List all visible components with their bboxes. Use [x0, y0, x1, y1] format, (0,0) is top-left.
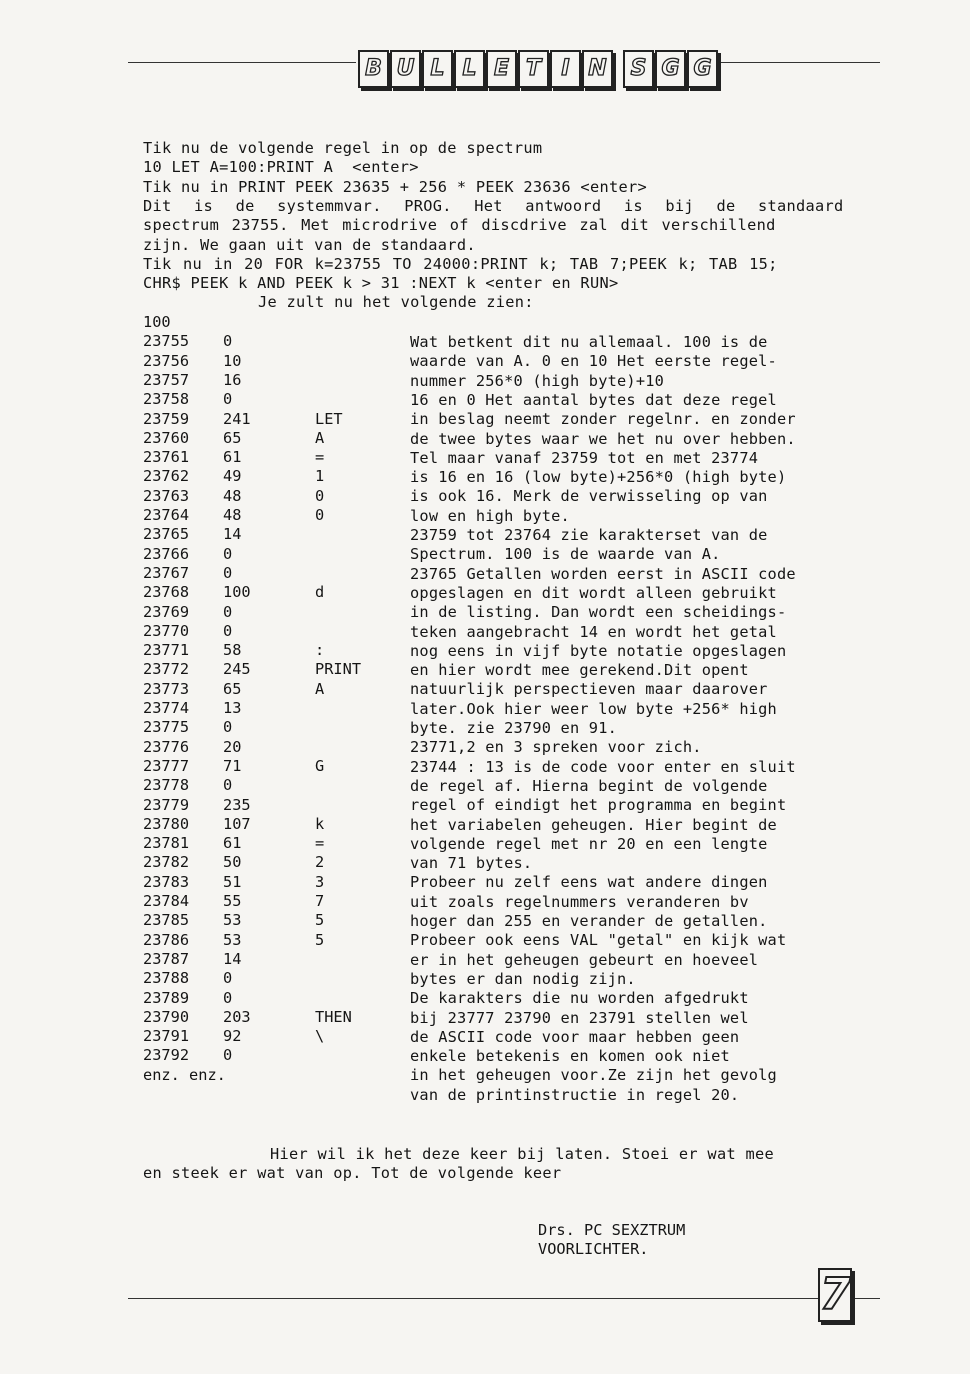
- listing-address: 23790: [143, 1007, 190, 1026]
- listing-char: =: [315, 834, 325, 853]
- commentary-line: waarde van A. 0 en 10 Het eerste regel-: [410, 352, 777, 371]
- listing-value: 0: [223, 718, 233, 737]
- commentary-line: van de printinstructie in regel 20.: [410, 1085, 740, 1104]
- listing-address: 23772: [143, 660, 190, 679]
- listing-value: 235: [223, 795, 251, 814]
- listing-value: 55: [223, 892, 242, 910]
- commentary-line: hoger dan 255 en verander de getallen.: [410, 912, 768, 930]
- commentary-line: de ASCII code voor maar hebben geen: [410, 1027, 740, 1046]
- listing-address: 23764: [143, 506, 190, 524]
- commentary-line: bij 23777 23790 en 23791 stellen wel: [410, 1008, 749, 1027]
- listing-char: G: [315, 756, 325, 775]
- header-rule-left: [128, 62, 356, 63]
- listing-address: 23781: [143, 834, 190, 853]
- listing-char: 7: [315, 892, 325, 910]
- listing-address: 23755: [143, 332, 190, 351]
- listing-address: 23767: [143, 563, 190, 582]
- listing-address: 23779: [143, 795, 190, 814]
- signature-title: VOORLICHTER.: [538, 1240, 649, 1258]
- listing-char: =: [315, 448, 325, 467]
- listing-char: 2: [315, 853, 325, 872]
- listing-value: 107: [223, 814, 251, 833]
- listing-char: A: [315, 679, 325, 698]
- intro-line: 10 LET A=100:PRINT A <enter>: [143, 158, 419, 177]
- commentary-line: het variabelen geheugen. Hier begint de: [410, 815, 777, 834]
- commentary-line: en hier wordt mee gerekend.Dit opent: [410, 661, 749, 680]
- intro-line: CHR$ PEEK k AND PEEK k > 31 :NEXT k <enter en RUN>: [143, 274, 619, 293]
- listing-value: 48: [223, 486, 242, 505]
- masthead-letter: N: [582, 50, 613, 88]
- listing-value: 14: [223, 525, 242, 544]
- commentary-line: is 16 en 16 (low byte)+256*0 (high byte): [410, 468, 787, 487]
- commentary-line: later.Ook hier weer low byte +256* high: [410, 699, 777, 718]
- listing-value: 0: [223, 544, 233, 563]
- listing-address: 23776: [143, 737, 190, 756]
- listing-address: 23761: [143, 448, 190, 467]
- listing-char: 5: [315, 911, 325, 930]
- listing-value: 0: [223, 776, 233, 795]
- listing-value: 14: [223, 949, 242, 968]
- listing-address: 23788: [143, 969, 190, 988]
- masthead-letter: G: [655, 50, 686, 88]
- listing-address: 23784: [143, 892, 190, 910]
- commentary-line: in de listing. Dan wordt een scheidings-: [410, 603, 787, 622]
- listing-char: :: [315, 641, 325, 660]
- listing-value: 0: [223, 563, 233, 582]
- listing-address: 23769: [143, 602, 190, 621]
- signature: Drs. PC SEXZTRUM: [538, 1221, 686, 1239]
- listing-address: 23780: [143, 814, 190, 833]
- listing-value: 50: [223, 853, 242, 872]
- commentary-line: nog eens in vijf byte notatie opgeslagen: [410, 641, 787, 660]
- listing-value: 245: [223, 660, 251, 679]
- footer-rule: [128, 1298, 818, 1299]
- commentary-line: De karakters die nu worden afgedrukt: [410, 989, 749, 1008]
- intro-line: Tik nu in PRINT PEEK 23635 + 256 * PEEK 23636 <enter>: [143, 177, 648, 196]
- commentary-line: enkele betekenis en komen ook niet: [410, 1047, 730, 1066]
- intro-line: zijn. We gaan uit van de standaard.: [143, 235, 476, 254]
- commentary-line: bytes er dan nodig zijn.: [410, 969, 636, 988]
- listing-value: 71: [223, 756, 242, 775]
- commentary-line: natuurlijk perspectieven maar daarover: [410, 680, 768, 699]
- masthead-letter: G: [687, 50, 718, 88]
- listing-address: 23786: [143, 930, 190, 949]
- listing-start: 100: [143, 313, 171, 331]
- commentary-line: volgende regel met nr 20 en een lengte: [410, 834, 768, 853]
- listing-value: 51: [223, 872, 242, 891]
- listing-address: 23778: [143, 776, 190, 795]
- masthead-logo: [358, 50, 718, 90]
- masthead-letter: L: [454, 50, 485, 88]
- listing-address: 23785: [143, 911, 190, 930]
- commentary-line: 23765 Getallen worden eerst in ASCII code: [410, 564, 796, 583]
- listing-value: 49: [223, 467, 242, 486]
- listing-value: 61: [223, 448, 242, 467]
- listing-char: PRINT: [315, 660, 362, 679]
- listing-value: 48: [223, 506, 242, 524]
- commentary-line: byte. zie 23790 en 91.: [410, 719, 618, 737]
- listing-address: 23783: [143, 872, 190, 891]
- listing-char: A: [315, 428, 325, 447]
- commentary-line: Tel maar vanaf 23759 tot en met 23774: [410, 448, 759, 467]
- listing-value: 92: [223, 1027, 242, 1046]
- commentary-line: er in het geheugen gebeurt en hoeveel: [410, 950, 759, 969]
- listing-address: 23770: [143, 621, 190, 640]
- listing-address: 23789: [143, 988, 190, 1007]
- listing-address: 23757: [143, 370, 190, 389]
- commentary-line: 16 en 0 Het aantal bytes dat deze regel: [410, 390, 777, 409]
- masthead-letter: E: [486, 50, 517, 88]
- commentary-line: Wat betkent dit nu allemaal. 100 is de: [410, 333, 768, 351]
- listing-address: 23762: [143, 467, 190, 486]
- listing-address: 23756: [143, 351, 190, 370]
- listing-char: 0: [315, 486, 325, 505]
- listing-address: 23766: [143, 544, 190, 563]
- listing-value: 203: [223, 1007, 251, 1026]
- intro-line: spectrum 23755. Met microdrive of discdrive zal dit verschillend: [143, 216, 776, 235]
- masthead-letter: L: [422, 50, 453, 88]
- commentary-line: 23759 tot 23764 zie karakterset van de: [410, 526, 768, 544]
- closing-line: en steek er wat van op. Tot de volgende keer: [143, 1164, 562, 1182]
- closing-line: Hier wil ik het deze keer bij laten. Stoei er wat mee: [270, 1145, 775, 1163]
- listing-value: 0: [223, 988, 233, 1007]
- listing-address: 23758: [143, 390, 190, 409]
- page-number: 7: [820, 1269, 851, 1320]
- listing-char: 0: [315, 506, 325, 524]
- commentary-line: nummer 256*0 (high byte)+10: [410, 371, 665, 390]
- commentary-line: regel of eindigt het programma en begint: [410, 796, 787, 815]
- intro-line: Je zult nu het volgende zien:: [258, 293, 534, 312]
- masthead-letter: T: [518, 50, 549, 88]
- listing-address: 23765: [143, 525, 190, 544]
- listing-value: 20: [223, 737, 242, 756]
- listing-char: LET: [315, 409, 343, 428]
- commentary-line: Probeer nu zelf eens wat andere dingen: [410, 873, 768, 892]
- listing-char: \: [315, 1027, 325, 1046]
- commentary-line: uit zoals regelnummers veranderen bv: [410, 892, 749, 911]
- listing-char: k: [315, 814, 325, 833]
- listing-value: 10: [223, 351, 242, 370]
- listing-address: 23759: [143, 409, 190, 428]
- listing-address: 23774: [143, 699, 190, 717]
- intro-line: Tik nu de volgende regel in op de spectrum: [143, 139, 543, 157]
- listing-address: 23782: [143, 853, 190, 872]
- listing-char: d: [315, 583, 325, 602]
- listing-value: 241: [223, 409, 251, 428]
- commentary-line: in beslag neemt zonder regelnr. en zonder: [410, 410, 796, 429]
- listing-value: 65: [223, 428, 242, 447]
- listing-address: 23771: [143, 641, 190, 660]
- commentary-line: Spectrum. 100 is de waarde van A.: [410, 545, 721, 564]
- listing-address: 23763: [143, 486, 190, 505]
- commentary-line: 23744 : 13 is de code voor enter en sluit: [410, 757, 796, 776]
- commentary-line: Probeer ook eens VAL "getal" en kijk wat: [410, 931, 787, 950]
- masthead-letter: I: [550, 50, 581, 88]
- commentary-line: teken aangebracht 14 en wordt het getal: [410, 622, 777, 641]
- listing-char: 1: [315, 467, 325, 486]
- commentary-line: van 71 bytes.: [410, 854, 533, 873]
- listing-address: 23777: [143, 756, 190, 775]
- commentary-line: opgeslagen en dit wordt alleen gebruikt: [410, 583, 777, 602]
- listing-value: 13: [223, 699, 242, 717]
- listing-value: 100: [223, 583, 251, 602]
- commentary-line: de regel af. Hierna begint de volgende: [410, 776, 768, 795]
- masthead-letter: U: [390, 50, 421, 88]
- listing-address: 23768: [143, 583, 190, 602]
- footer-rule-right: [850, 1298, 880, 1299]
- commentary-line: de twee bytes waar we het nu over hebben.: [410, 429, 796, 448]
- listing-value: 0: [223, 1046, 233, 1065]
- commentary-line: in het geheugen voor.Ze zijn het gevolg: [410, 1066, 777, 1085]
- listing-address: 23760: [143, 428, 190, 447]
- listing-value: 61: [223, 834, 242, 853]
- listing-char: 3: [315, 872, 325, 891]
- listing-address: 23792: [143, 1046, 190, 1065]
- listing-value: 0: [223, 602, 233, 621]
- listing-value: 65: [223, 679, 242, 698]
- masthead-letter: S: [623, 50, 654, 88]
- listing-address: 23773: [143, 679, 190, 698]
- listing-value: 53: [223, 930, 242, 949]
- commentary-line: 23771,2 en 3 spreken voor zich.: [410, 738, 702, 757]
- commentary-line: low en high byte.: [410, 506, 570, 525]
- intro-line: Dit is de systemmvar. PROG. Het antwoord is bij de standaard: [143, 196, 844, 215]
- listing-value: 53: [223, 911, 242, 930]
- commentary-line: is ook 16. Merk de verwisseling op van: [410, 487, 768, 506]
- listing-address: 23791: [143, 1027, 190, 1046]
- listing-char: THEN: [315, 1007, 352, 1026]
- masthead-letter: B: [358, 50, 389, 88]
- listing-char: 5: [315, 930, 325, 949]
- listing-value: 0: [223, 332, 233, 351]
- intro-line: Tik nu in 20 FOR k=23755 TO 24000:PRINT k; TAB 7;PEEK k; TAB 15;: [143, 254, 778, 273]
- listing-value: 0: [223, 621, 233, 640]
- listing-value: 58: [223, 641, 242, 660]
- listing-value: 0: [223, 390, 233, 409]
- listing-address: 23775: [143, 718, 190, 737]
- listing-address: 23787: [143, 949, 190, 968]
- listing-end: enz. enz.: [143, 1065, 226, 1084]
- listing-value: 16: [223, 370, 242, 389]
- listing-value: 0: [223, 969, 233, 988]
